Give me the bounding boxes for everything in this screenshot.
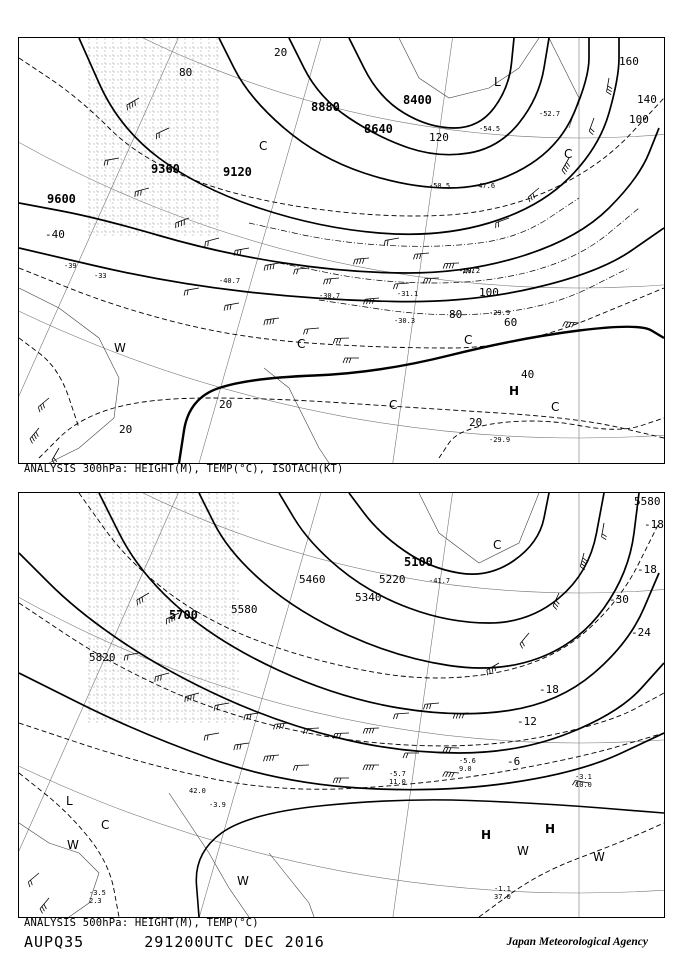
isotach-label-20: 20: [119, 423, 133, 436]
temp-obs-label: -31.1: [397, 290, 419, 298]
temp-obs-label: -33: [94, 272, 107, 280]
wind-barb: [363, 765, 379, 770]
chart-footer-code: [24, 933, 325, 951]
center-h: H: [509, 384, 520, 398]
agency-name: Japan Meteorological Agency: [506, 936, 648, 948]
center-l: L: [66, 794, 73, 808]
temp-obs-label: 10.0: [575, 781, 592, 789]
height-label-5580: 5580: [231, 603, 258, 616]
isotherm-line: [39, 398, 664, 458]
wind-barb: [134, 188, 151, 197]
isotherm-line: [19, 603, 664, 746]
isotherm-label-minus12: -12: [517, 715, 537, 728]
height-label-5100: 5100: [404, 555, 433, 569]
caption-500hpa: ANALYSIS 500hPa: HEIGHT(M), TEMP(°C): [24, 917, 259, 929]
height-contour: [79, 38, 619, 234]
analysis-300hpa-map: [18, 37, 665, 464]
meridian-line: [315, 493, 579, 917]
wind-barb: [333, 338, 349, 344]
meridian-line: [19, 38, 579, 463]
isotach-20kt-line: [179, 327, 664, 463]
meridian-line: [19, 493, 579, 917]
center-c: C: [551, 400, 560, 414]
caption-300hpa: ANALYSIS 300hPa: HEIGHT(M), TEMP(°C), ISOTACH(KT): [24, 463, 344, 475]
height-label-5220: 5220: [379, 573, 406, 586]
center-l: L: [494, 75, 501, 89]
wind-barb: [103, 158, 120, 166]
temp-obs-label: -54.5: [479, 125, 501, 133]
parallel-line: [19, 493, 664, 593]
temp-obs-label: -41.7: [429, 577, 451, 585]
wind-barb: [403, 753, 419, 758]
map-500hpa-canvas: [19, 493, 664, 917]
isotherm-label-minus30: -30: [609, 593, 629, 606]
wind-barb: [606, 78, 614, 95]
wind-barb: [213, 703, 230, 711]
isotherm-label-minus18: -18: [644, 518, 664, 531]
wind-barb: [563, 322, 579, 328]
isotach-label-100: 100: [629, 113, 649, 126]
isotach-label-160: 160: [619, 55, 639, 68]
isotach-label-80: 80: [449, 308, 463, 321]
valid-time: 291200UTC DEC 2016: [144, 933, 325, 951]
isotherm-line: [479, 823, 664, 917]
analysis-500hpa-map: [18, 492, 665, 918]
center-c: C: [464, 333, 473, 347]
isotherm-line: [19, 338, 79, 428]
center-w: W: [517, 844, 529, 858]
parallel-line: [19, 38, 664, 138]
center-w: W: [237, 874, 249, 888]
isotherm-label-minus24: -24: [631, 626, 651, 639]
temp-obs-label: 42.0: [189, 787, 206, 795]
wind-barb: [519, 633, 533, 648]
wind-barb: [293, 765, 309, 771]
center-c: C: [493, 538, 502, 552]
wind-barb: [203, 733, 220, 741]
parallel-line: [19, 493, 664, 917]
temp-obs-label: 2.3: [89, 897, 102, 905]
temp-obs-label: -30.3: [394, 317, 416, 325]
wind-barb: [393, 283, 409, 289]
wind-barb: [343, 358, 359, 363]
height-label-5580: 5580: [634, 495, 661, 508]
temp-obs-label: -5.7: [389, 770, 406, 778]
coastline: [264, 368, 329, 463]
height-label-9600: 9600: [47, 192, 76, 206]
wind-barb: [293, 268, 309, 274]
coastline: [19, 288, 119, 463]
temp-obs-label: -28.2: [459, 267, 481, 275]
temp-obs-label: -52.7: [539, 110, 561, 118]
height-contour: [19, 128, 659, 273]
wind-barb: [123, 653, 140, 661]
height-label-5700: 5700: [169, 608, 198, 622]
center-c: C: [259, 139, 268, 153]
isotach-label-60: 60: [504, 316, 518, 329]
meridian-line: [19, 38, 579, 463]
coastline: [399, 38, 539, 98]
center-h: H: [545, 822, 556, 836]
isotherm-line: [19, 58, 664, 216]
height-label-8880: 8880: [311, 100, 340, 114]
wind-barb: [263, 318, 280, 325]
temp-obs-label: -29.9: [489, 436, 511, 444]
temp-obs-label: -3.5: [89, 889, 106, 897]
meridian-line: [19, 493, 579, 917]
height-label-9120: 9120: [223, 165, 252, 179]
temp-obs-label: 11.0: [389, 778, 406, 786]
height-label-5460: 5460: [299, 573, 326, 586]
wind-barb: [263, 755, 279, 761]
temp-obs-label: -30.7: [319, 292, 341, 300]
center-c: C: [564, 147, 573, 161]
wind-barb: [29, 428, 43, 443]
wind-barb: [383, 238, 400, 246]
wind-barb: [323, 278, 339, 284]
wind-barb: [423, 703, 439, 709]
map-300hpa-canvas: [19, 38, 664, 463]
isotherm-label: -40: [45, 228, 65, 241]
height-label-5340: 5340: [355, 591, 382, 604]
temp-obs-label: -29.9: [489, 309, 511, 317]
temp-obs-label: 37.0: [494, 893, 511, 901]
isotach-line: [249, 198, 579, 246]
wind-barb: [303, 328, 319, 334]
wind-barb: [589, 118, 599, 135]
center-w: W: [593, 850, 605, 864]
wind-barb: [393, 713, 409, 719]
height-contour: [19, 553, 664, 753]
height-contour: [19, 228, 664, 302]
center-c: C: [101, 818, 110, 832]
height-label-8640: 8640: [364, 122, 393, 136]
wind-barb: [37, 398, 52, 412]
wind-barb: [223, 303, 240, 311]
height-label-5820: 5820: [89, 651, 116, 664]
wind-barb: [154, 673, 171, 682]
isotach-label-100: 100: [479, 286, 499, 299]
wind-barb: [183, 288, 200, 296]
isotach-label-120: 120: [429, 131, 449, 144]
parallel-line: [19, 493, 664, 893]
parallel-line: [19, 38, 664, 463]
isotherm-label-minus6: -6: [507, 755, 521, 768]
height-contour: [349, 493, 549, 574]
temp-obs-label: -50.5: [429, 182, 451, 190]
temp-obs-label: -1.1: [494, 885, 511, 893]
wind-barb: [353, 258, 369, 264]
isotherm-label-minus18: -18: [539, 683, 559, 696]
isotach-label-20: 20: [274, 46, 288, 59]
height-label-8400: 8400: [403, 93, 432, 107]
isotach-label-20: 20: [469, 416, 483, 429]
center-c: C: [297, 337, 306, 351]
parallel-line: [19, 38, 664, 463]
height-label-9360: 9360: [151, 162, 180, 176]
temp-obs-label: -5.6: [459, 757, 476, 765]
coastline: [169, 793, 249, 917]
parallel-line: [19, 493, 664, 917]
wind-barb: [39, 898, 53, 913]
wind-barb: [601, 523, 609, 540]
center-c: C: [389, 398, 398, 412]
temp-obs-label: -3.1: [575, 773, 592, 781]
coastline: [19, 823, 99, 917]
meridian-line: [19, 493, 579, 917]
parallel-line: [19, 493, 664, 743]
meridian-line: [19, 38, 579, 463]
temp-obs-label: -39: [64, 262, 77, 270]
center-h: H: [481, 828, 492, 842]
chart-code: AUPQ35: [24, 933, 85, 951]
wind-barb: [27, 873, 42, 887]
wind-barb: [363, 728, 379, 734]
wind-barb: [263, 263, 280, 271]
center-w: W: [114, 341, 126, 355]
temp-obs-label: 9.0: [459, 765, 472, 773]
isotach-label-20: 20: [219, 398, 233, 411]
wind-barb: [154, 128, 171, 139]
wind-barb: [204, 238, 221, 247]
temp-obs-label: -3.9: [209, 801, 226, 809]
wind-barb: [333, 778, 349, 783]
height-contour: [349, 38, 514, 128]
wind-barb: [494, 218, 511, 228]
wind-barb: [443, 263, 459, 269]
center-w: W: [67, 838, 79, 852]
isotherm-label-minus18: -18: [637, 563, 657, 576]
wind-barb: [443, 772, 459, 778]
wind-barb: [243, 713, 260, 720]
isotach-label-80: 80: [179, 66, 193, 79]
wind-barb: [51, 448, 63, 463]
temp-obs-label: -47.6: [474, 182, 496, 190]
coastline: [419, 493, 539, 563]
coastline: [269, 853, 314, 917]
temp-obs-label: -40.7: [219, 277, 241, 285]
isotach-label-140: 140: [637, 93, 657, 106]
isotach-label-40: 40: [521, 368, 535, 381]
